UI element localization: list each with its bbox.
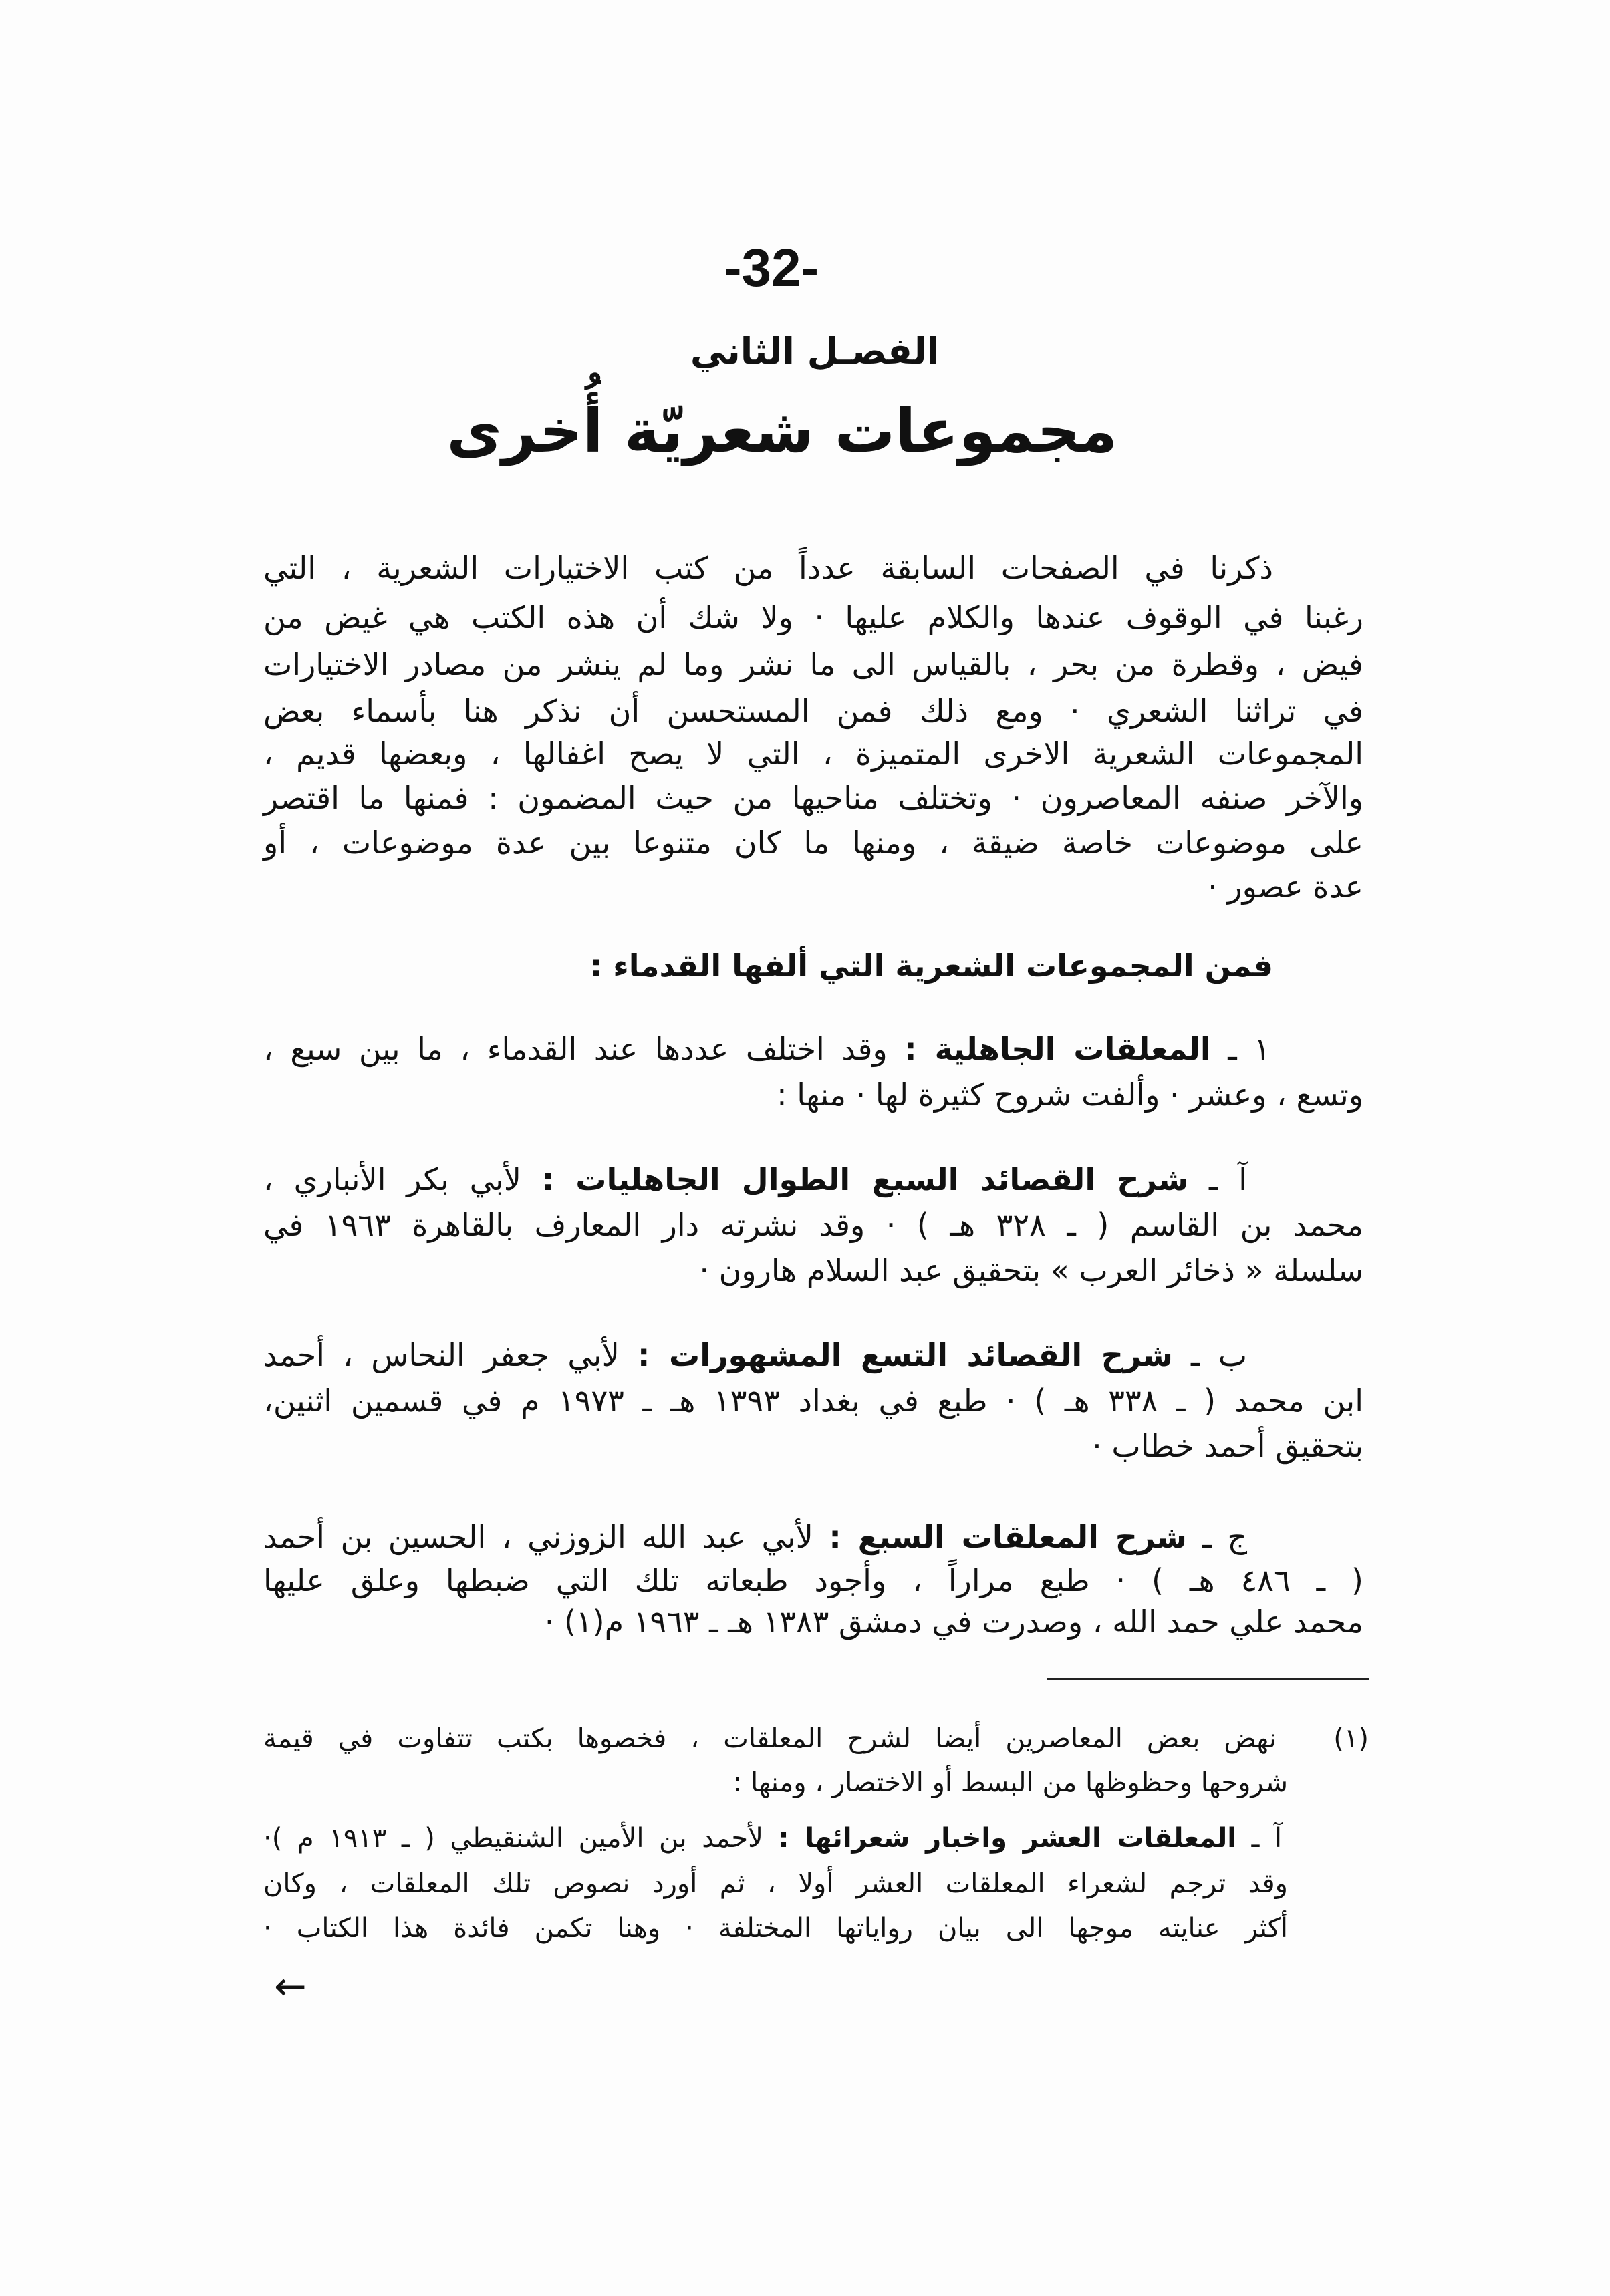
intro-line: رغبنا في الوقوف عندها والكلام عليها · ولا شك أن هذه الكتب هي غيض من bbox=[263, 599, 1363, 635]
intro-line: المجموعات الشعرية الاخرى المتميزة ، التي لا يصح اغفالها ، وبعضها قديم ، bbox=[263, 736, 1363, 772]
entry-line: ابن محمد ( ـ ٣٣٨ هـ ) · طبع في بغداد ١٣٩٣ هـ ـ ١٩٧٣ م في قسمين اثنين، bbox=[263, 1383, 1363, 1419]
entry-title: شرح القصائد السبع الطوال الجاهليات : bbox=[541, 1161, 1189, 1197]
intro-line: ذكرنا في الصفحات السابقة عدداً من كتب الاختيارات الشعرية ، التي bbox=[263, 550, 1273, 586]
entry-line: بتحقيق أحمد خطاب · bbox=[1092, 1428, 1363, 1464]
footnote-line: أكثر عنايته موجها الى بيان رواياتها المختلفة · وهنا تكمن فائدة هذا الكتاب · bbox=[263, 1913, 1288, 1944]
intro-line: على موضوعات خاصة ضيقة ، ومنها ما كان متنوعا بين عدة موضوعات ، أو bbox=[263, 825, 1363, 861]
intro-line: عدة عصور · bbox=[1208, 869, 1363, 905]
chapter-title: مجموعات شعريّة أُخرى bbox=[446, 396, 1117, 466]
intro-line: في تراثنا الشعري · ومع ذلك فمن المستحسن أن نذكر هنا بأسماء بعض bbox=[263, 693, 1363, 729]
footnote-marker: (١) bbox=[1333, 1723, 1369, 1754]
footnote-entry-first-line bbox=[263, 1816, 1282, 1861]
entry-number: آ ـ bbox=[1208, 1161, 1247, 1197]
entry-line: سلسلة « ذخائر العرب » بتحقيق عبد السلام هارون · bbox=[699, 1252, 1363, 1288]
continuation-arrow-icon: ← bbox=[274, 1963, 307, 2009]
footnote-rule bbox=[1047, 1678, 1369, 1680]
section-heading-text: فمن المجموعات الشعرية التي ألفها القدماء : bbox=[589, 948, 1273, 984]
intro-line: فيض ، وقطرة من بحر ، بالقياس الى ما نشر وما لم ينشر من مصادر الاختيارات bbox=[263, 646, 1363, 682]
entry-text: لأبي جعفر النحاس ، أحمد bbox=[263, 1337, 620, 1373]
entry-number: ج ـ bbox=[1202, 1519, 1248, 1555]
entry-line: وتسع ، وعشر · وألفت شروح كثيرة لها · منها : bbox=[777, 1077, 1363, 1113]
entry-number: ١ ـ bbox=[1228, 1031, 1270, 1067]
footnote-line: وقد ترجم لشعراء المعلقات العشر أولا ، ثم أورد نصوص تلك المعلقات ، وكان bbox=[263, 1868, 1288, 1899]
entry-first-line bbox=[263, 1157, 1247, 1202]
entry-text: وقد اختلف عددها عند القدماء ، ما بين سبع ، bbox=[263, 1031, 888, 1067]
footnote-entry-text: لأحمد بن الأمين الشنقيطي ( ـ ١٩١٣ م )· bbox=[263, 1823, 763, 1854]
entry-title: المعلقات الجاهلية : bbox=[904, 1031, 1211, 1067]
entry-line: محمد علي حمد الله ، وصدرت في دمشق ١٣٨٣ هـ ـ ١٩٦٣ م(١) · bbox=[544, 1604, 1363, 1640]
page-number: -32- bbox=[723, 238, 819, 297]
entry-line: ( ـ ٤٨٦ هـ ) · طبع مراراً ، وأجود طبعاته تلك التي ضبطها وعلق عليها bbox=[263, 1562, 1364, 1598]
entry-line: محمد بن القاسم ( ـ ٣٢٨ هـ ) · وقد نشرته دار المعارف بالقاهرة ١٩٦٣ في bbox=[263, 1207, 1363, 1243]
footnote-line: نهض بعض المعاصرين أيضا لشرح المعلقات ، فخصوها بكتب تتفاوت في قيمة bbox=[263, 1723, 1277, 1754]
entry-first-line bbox=[263, 1514, 1247, 1560]
entry-text: لأبي عبد الله الزوزني ، الحسين بن أحمد bbox=[263, 1519, 813, 1555]
entry-text: لأبي بكر الأنباري ، bbox=[263, 1161, 521, 1197]
entry-number: ب ـ bbox=[1191, 1337, 1247, 1373]
entry-title: شرح المعلقات السبع : bbox=[829, 1519, 1187, 1555]
entry-first-line bbox=[263, 1026, 1270, 1072]
entry-title: شرح القصائد التسع المشهورات : bbox=[638, 1337, 1173, 1373]
footnote-line: شروحها وحظوظها من البسط أو الاختصار ، ومنها : bbox=[732, 1767, 1288, 1798]
footnote-entry-title: المعلقات العشر واخبار شعرائها : bbox=[778, 1823, 1236, 1854]
intro-line: والآخر صنفه المعاصرون · وتختلف مناحيها من حيث المضمون : فمنها ما اقتصر bbox=[263, 780, 1363, 816]
entry-first-line bbox=[263, 1332, 1247, 1378]
section-heading bbox=[263, 943, 1273, 988]
chapter-label: الفصـل الثاني bbox=[690, 330, 940, 372]
footnote-entry-number: آ ـ bbox=[1251, 1823, 1283, 1854]
